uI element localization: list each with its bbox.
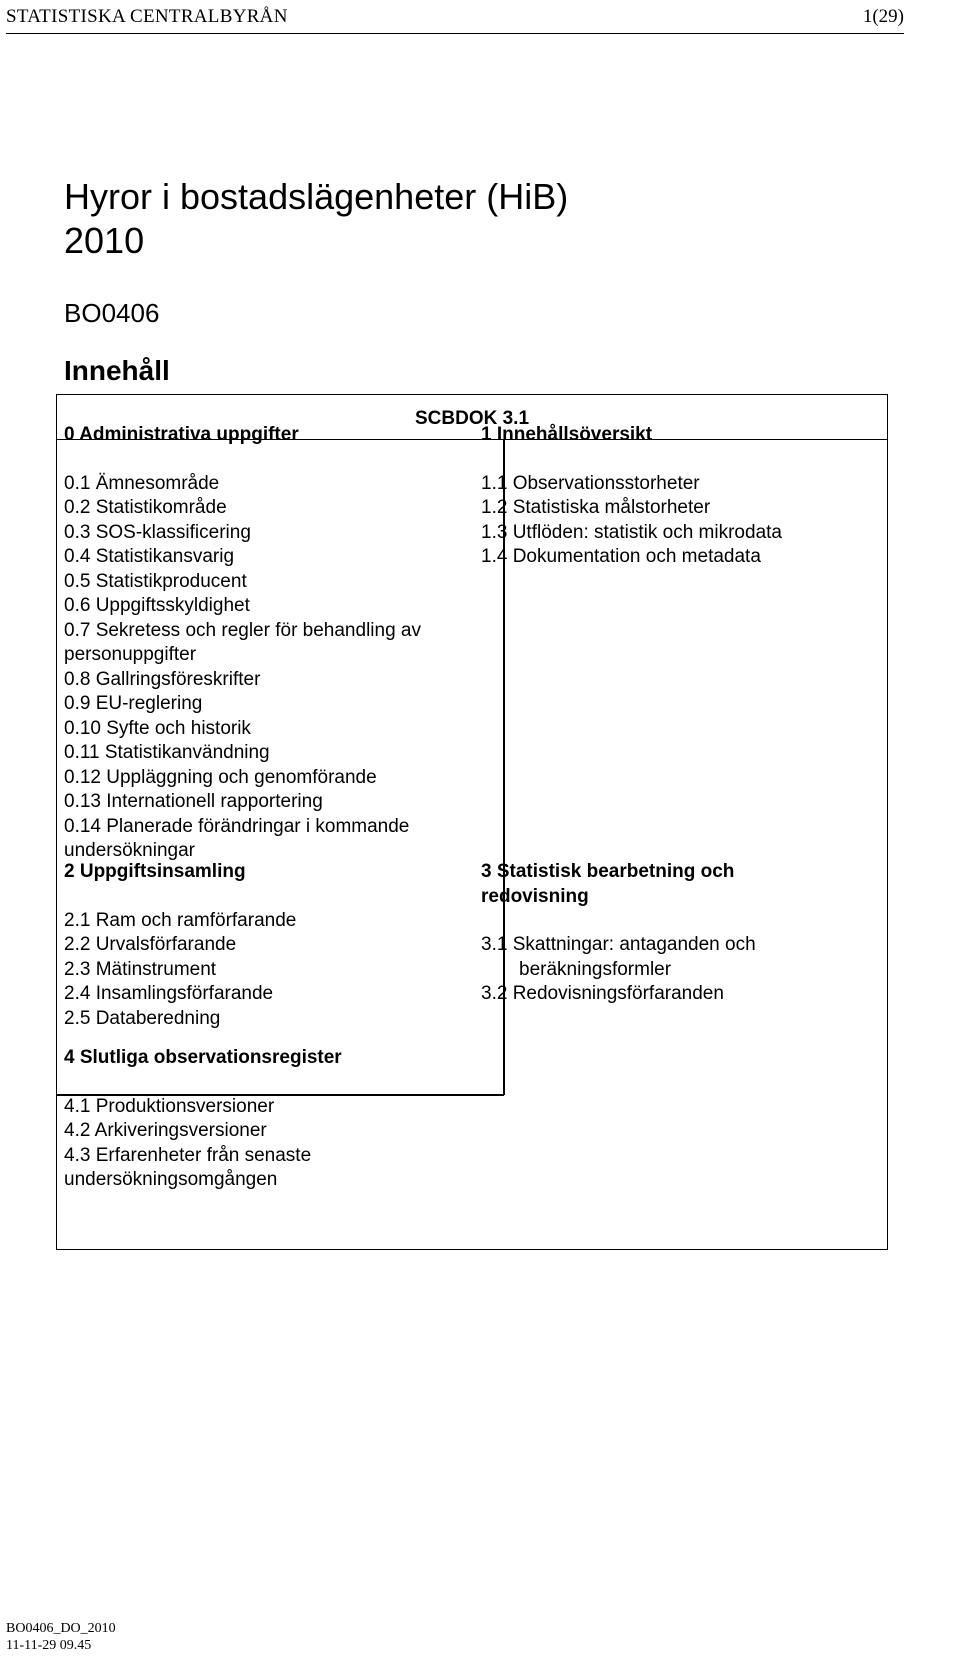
- section-0: [64, 423, 464, 864]
- footer-doc-id: BO0406_DO_2010: [6, 1621, 116, 1636]
- section-4-heading[interactable]: 4 Slutliga observationsregister: [64, 1047, 342, 1068]
- toc-item[interactable]: 4.2 Arkiveringsversioner: [64, 1120, 267, 1141]
- toc-item[interactable]: 0.8 Gallringsföreskrifter: [64, 668, 261, 690]
- section-1: [481, 423, 881, 570]
- toc-item[interactable]: 0.1 Ämnesområde: [64, 472, 220, 494]
- toc-item[interactable]: 3.1 Skattningar: antaganden och beräkningsformler: [481, 934, 756, 980]
- title-line-1: Hyror i bostadslägenheter (HiB): [64, 176, 569, 217]
- toc-item[interactable]: 0.4 Statistikansvarig: [64, 546, 235, 567]
- toc-item[interactable]: 2.3 Mätinstrument: [64, 958, 217, 980]
- section-2-heading[interactable]: 2 Uppgiftsinsamling: [64, 861, 246, 882]
- toc-item[interactable]: 1.1 Observationsstorheter: [481, 472, 700, 494]
- document-title: [64, 175, 568, 263]
- toc-item[interactable]: 4.1 Produktionsversioner: [64, 1095, 275, 1117]
- table-header-label: SCBDOK 3.1: [57, 395, 887, 440]
- toc-item[interactable]: 2.2 Urvalsförfarande: [64, 934, 237, 955]
- toc-item[interactable]: 0.14 Planerade förändringar i kommande undersökningar: [64, 815, 410, 861]
- section-2: [64, 860, 464, 1031]
- page-header: [6, 3, 904, 34]
- section-3: [481, 860, 811, 1007]
- section-0-heading[interactable]: 0 Administrativa uppgifter: [64, 424, 299, 445]
- section-3-heading[interactable]: 3 Statistisk bearbetning och redovisning: [481, 861, 735, 907]
- toc-item[interactable]: 0.11 Statistikanvändning: [64, 742, 270, 763]
- toc-item[interactable]: 0.9 EU-reglering: [64, 693, 203, 714]
- footer-timestamp: 11-11-29 09.45: [6, 1638, 92, 1653]
- toc-item[interactable]: 1.3 Utflöden: statistik och mikrodata: [481, 521, 782, 543]
- toc-item[interactable]: 0.10 Syfte och historik: [64, 717, 251, 739]
- toc-item[interactable]: 2.1 Ram och ramförfarande: [64, 909, 297, 931]
- toc-item[interactable]: 2.5 Databeredning: [64, 1007, 221, 1029]
- toc-item[interactable]: 0.6 Uppgiftsskyldighet: [64, 595, 250, 616]
- page-number: 1(29): [862, 6, 904, 27]
- page-footer: [6, 1620, 116, 1654]
- toc-item[interactable]: 4.3 Erfarenheter från senaste undersökningsomgången: [64, 1144, 312, 1190]
- toc-item[interactable]: 0.2 Statistikområde: [64, 497, 227, 518]
- toc-item[interactable]: 0.12 Uppläggning och genomförande: [64, 766, 377, 788]
- toc-item[interactable]: 1.4 Dokumentation och metadata: [481, 546, 761, 567]
- toc-item[interactable]: 2.4 Insamlingsförfarande: [64, 983, 274, 1004]
- toc-item[interactable]: 0.5 Statistikproducent: [64, 570, 247, 592]
- toc-item[interactable]: 0.3 SOS-klassificering: [64, 521, 251, 543]
- contents-heading: Innehåll: [64, 355, 170, 386]
- section-4: [64, 1046, 464, 1193]
- organization-name: STATISTISKA CENTRALBYRÅN: [6, 6, 288, 27]
- title-line-2: 2010: [64, 220, 145, 261]
- document-code: BO0406: [64, 298, 160, 328]
- toc-item[interactable]: 1.2 Statistiska målstorheter: [481, 497, 711, 518]
- toc-item[interactable]: 3.2 Redovisningsförfaranden: [481, 983, 724, 1004]
- section-1-heading[interactable]: 1 Innehållsöversikt: [481, 424, 653, 445]
- toc-item[interactable]: 0.7 Sekretess och regler för behandling av personuppgifter: [64, 619, 421, 665]
- toc-item[interactable]: 0.13 Internationell rapportering: [64, 791, 323, 812]
